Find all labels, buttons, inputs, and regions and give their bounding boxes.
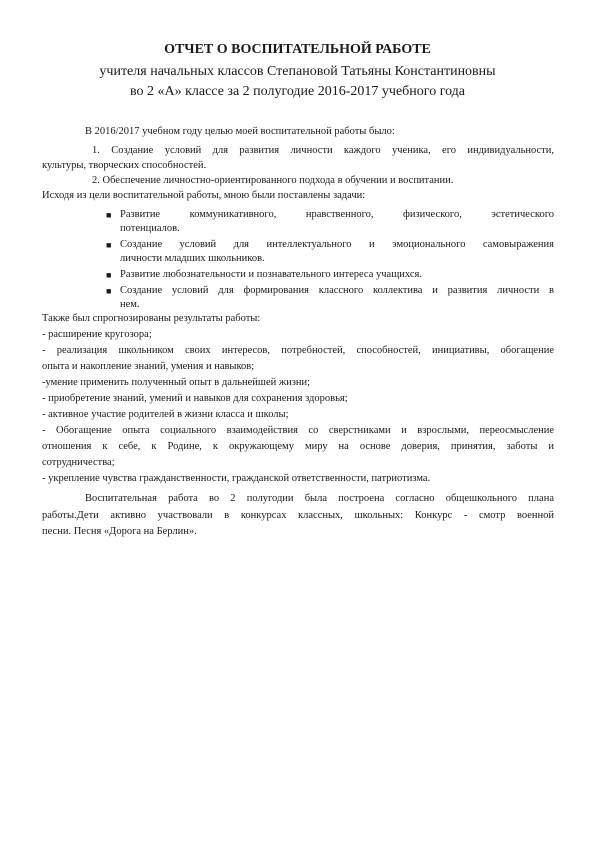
closing-line-1: Воспитательная работа во 2 полугодии была построена согласно общешкольного плана	[85, 493, 554, 504]
closing-line-3: песни. Песня «Дорога на Берлин».	[42, 526, 197, 537]
bullet-icon: ■	[106, 240, 112, 250]
result-6-line-3: сотрудничества;	[42, 457, 115, 468]
closing-line-2: работы.Дети активно участвовали в конкурсах классных, школьных: Конкурс - смотр военной	[42, 509, 554, 521]
report-title: ОТЧЕТ О ВОСПИТАТЕЛЬНОЙ РАБОТЕ	[164, 42, 431, 57]
goal-intro: В 2016/2017 учебном году целью моей воспитательной работы было:	[85, 126, 395, 137]
closing-paragraph	[42, 491, 554, 541]
result-6-line-1: - Обогащение опыта социального взаимодействия со сверстниками и взрослыми, переосмысление	[42, 425, 554, 436]
goals-section	[42, 124, 554, 203]
result-1: - расширение кругозора;	[42, 329, 152, 340]
result-5: - активное участие родителей в жизни класса и школы;	[42, 409, 289, 420]
bullet-icon: ■	[106, 286, 112, 296]
list-item	[42, 238, 554, 266]
list-item	[42, 268, 554, 282]
report-subtitle-teacher: учителя начальных классов Степановой Татьяны Константиновны	[99, 64, 496, 79]
task-4-line-1: Создание условий для формирования классного коллектива и развития личности в	[120, 285, 554, 296]
tasks-list	[42, 208, 554, 312]
result-3: -умение применить полученный опыт в дальнейшей жизни;	[42, 377, 311, 388]
task-2-line-2: личности младших школьников.	[120, 253, 265, 264]
tasks-intro: Исходя из цели воспитательной работы, мною были поставлены задачи:	[42, 190, 366, 201]
bullet-icon: ■	[106, 270, 112, 280]
task-4-line-2: нем.	[120, 299, 140, 310]
goal-1-line-2: культуры, творческих способностей.	[42, 160, 207, 171]
bullet-icon: ■	[106, 210, 112, 220]
result-6-line-2: отношения к себе, к Родине, к окружающему миру на основе доверия, принятия, заботы и	[42, 441, 554, 452]
result-7: - укрепление чувства гражданственности, гражданской ответственности, патриотизма.	[42, 473, 431, 484]
result-2-line-2: опыта и накопление знаний, умения и навыков;	[42, 361, 255, 372]
task-1-line-2: потенциалов.	[120, 223, 180, 234]
list-item	[42, 208, 554, 236]
task-2-line-1: Создание условий для интеллектуального и эмоционального самовыражения	[120, 239, 554, 250]
task-3-line-1: Развитие любознательности и познавательного интереса учащихся.	[120, 269, 422, 280]
results-section	[42, 311, 554, 487]
goal-2: 2. Обеспечение личностно-ориентированного подхода в обучении и воспитании.	[92, 175, 454, 186]
report-subtitle-period: во 2 «А» классе за 2 полугодие 2016-2017 учебного года	[129, 84, 466, 99]
task-1-line-1: Развитие коммуникативного, нравственного, физического, эстетического	[120, 209, 554, 220]
results-intro: Также был спрогнозированы результаты работы:	[42, 313, 261, 324]
result-4: - приобретение знаний, умений и навыков для сохранения здоровья;	[42, 393, 348, 404]
goal-1-line-1: 1. Создание условий для развития личности каждого ученика, его индивидуальности,	[92, 145, 554, 156]
result-2-line-1: - реализация школьником своих интересов, потребностей, способностей, инициативы, обогащение	[42, 345, 554, 356]
list-item	[42, 284, 554, 312]
